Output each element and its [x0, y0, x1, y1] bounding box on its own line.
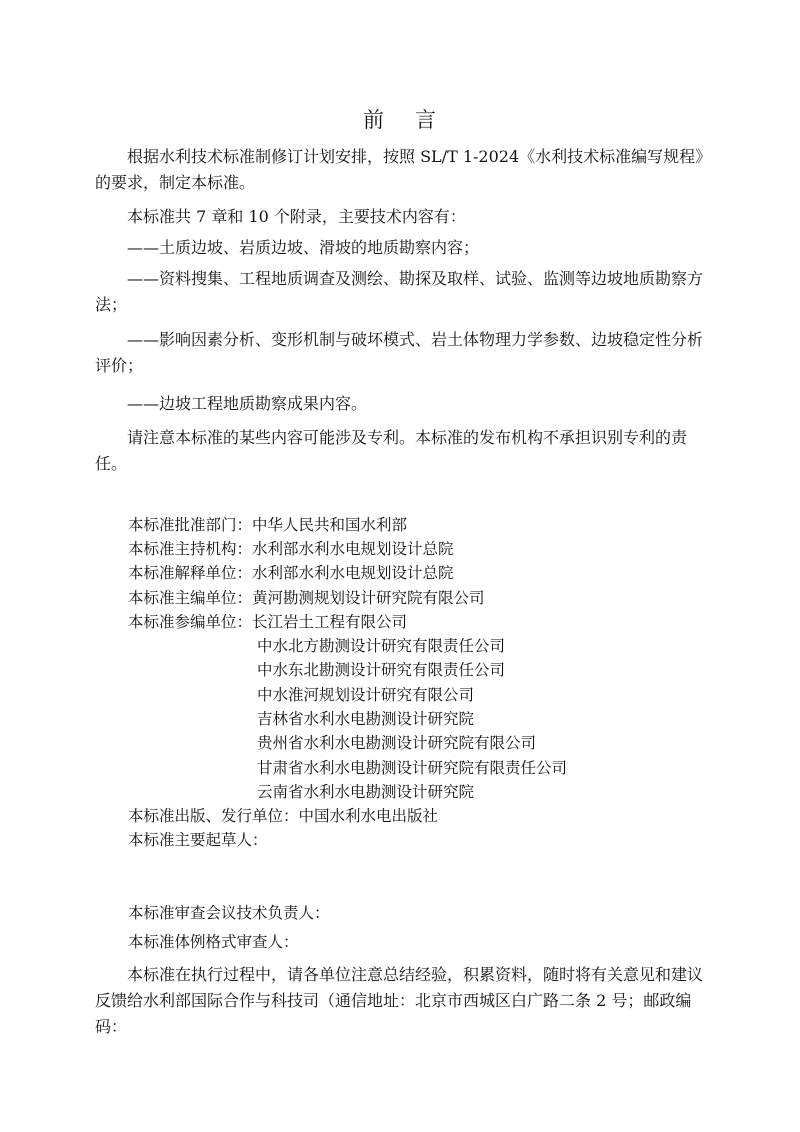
content-item-2: ——资料搜集、工程地质调查及测绘、勘探及取样、试验、监测等边坡地质勘察方法；: [95, 269, 704, 314]
participant-org: 长江岩土工程有限公司: [252, 613, 408, 631]
title-part-2: 言: [415, 108, 437, 132]
patent-notice-paragraph: 请注意本标准的某些内容可能涉及专利。本标准的发布机构不承担识别专利的责任。: [95, 428, 688, 473]
format-reviewer-line: [128, 931, 299, 953]
participant-org: 吉林省水利水电勘测设计研究院: [257, 710, 475, 728]
chief-editor-value: 黄河勘测规划设计研究院有限公司: [252, 589, 485, 607]
tech-lead-label: 本标准审查会议技术负责人：: [128, 904, 330, 922]
approval-dept-value: 中华人民共和国水利部: [252, 516, 408, 534]
interpret-org-label: 本标准解释单位：: [128, 564, 253, 582]
content-item-4: ——边坡工程地质勘察成果内容。: [127, 394, 368, 413]
publisher-value: 中国水利水电出版社: [298, 807, 439, 825]
interpret-org-value: 水利部水利水电规划设计总院: [252, 564, 454, 582]
intro-paragraph: 根据水利技术标准制修订计划安排，按照 SL/T 1-2024《水利技术标准编写规程》的要求，制定本标准。: [95, 147, 712, 192]
page-title: [0, 104, 800, 134]
host-org-label: 本标准主持机构：: [128, 540, 253, 558]
participant-org: 中水东北勘测设计研究有限责任公司: [257, 661, 506, 679]
feedback-paragraph: 本标准在执行过程中，请各单位注意总结经验，积累资料，随时将有关意见和建议反馈给水利部国际合作与科技司（通信地址：北京市西城区白广路二条 2 号；邮政编码：: [95, 965, 704, 1036]
approval-dept-line: [128, 514, 407, 536]
host-org-value: 水利部水利水电规划设计总院: [252, 540, 454, 558]
main-drafters-label: 本标准主要起草人：: [128, 831, 268, 849]
approval-dept-label: 本标准批准部门：: [128, 516, 253, 534]
participant-org: 云南省水利水电勘测设计研究院: [257, 783, 475, 801]
publisher-label: 本标准出版、发行单位：: [128, 807, 299, 825]
participant-line: [128, 611, 407, 633]
tech-lead-line: [128, 902, 330, 924]
publisher-line: [128, 805, 438, 827]
participant-org: 甘肃省水利水电勘测设计研究院有限责任公司: [257, 759, 568, 777]
participant-org: 中水北方勘测设计研究有限责任公司: [257, 637, 506, 655]
title-part-1: 前: [363, 108, 385, 132]
participant-org: 贵州省水利水电勘测设计研究院有限公司: [257, 734, 537, 752]
chief-editor-line: [128, 587, 485, 609]
main-drafters-line: [128, 829, 268, 851]
content-summary-paragraph: 本标准共 7 章和 10 个附录，主要技术内容有：: [127, 207, 466, 226]
chief-editor-label: 本标准主编单位：: [128, 589, 253, 607]
format-reviewer-label: 本标准体例格式审查人：: [128, 933, 299, 951]
host-org-line: [128, 538, 454, 560]
content-item-1: ——土质边坡、岩质边坡、滑坡的地质勘察内容；: [127, 238, 480, 257]
content-item-3: ——影响因素分析、变形机制与破坏模式、岩土体物理力学参数、边坡稳定性分析评价；: [95, 330, 704, 375]
participant-label: 本标准参编单位：: [128, 613, 253, 631]
interpret-org-line: [128, 562, 454, 584]
participant-org: 中水淮河规划设计研究有限公司: [257, 686, 475, 704]
